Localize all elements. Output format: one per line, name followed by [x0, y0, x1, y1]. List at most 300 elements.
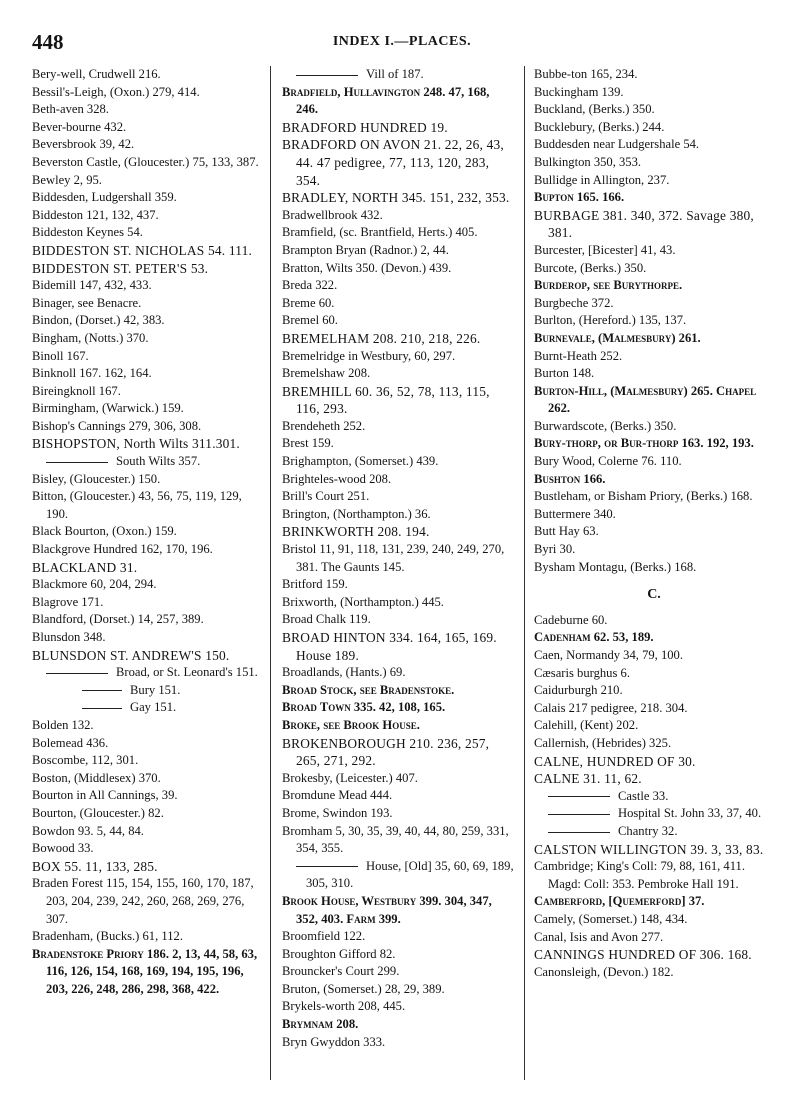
index-entry [282, 682, 514, 700]
index-entry [282, 1034, 514, 1052]
index-entry-text: Bolden 132. [32, 717, 94, 732]
index-entry [282, 858, 514, 893]
index-entry [534, 348, 774, 366]
index-entry-text: BREMELHAM 208. 210, 218, 226. [282, 330, 481, 346]
index-entry [32, 488, 264, 523]
index-entry [534, 805, 774, 823]
index-entry-text: Bishop's Cannings 279, 306, 308. [32, 418, 202, 433]
index-entry-text: BROKENBOROUGH 210. 236, 257, 265, 271, 292. [282, 735, 490, 769]
index-entry [32, 418, 264, 436]
index-entry-text: Beversbrook 39, 42. [32, 137, 135, 152]
index-entry [32, 682, 264, 700]
index-entry-text: Bourton in All Cannings, 39. [32, 788, 178, 803]
ditto-dash [296, 75, 358, 76]
index-entry [282, 523, 514, 541]
index-entry [534, 911, 774, 929]
index-entry-text: Brighteles-wood 208. [282, 471, 392, 486]
index-entry [32, 189, 264, 207]
index-entry-text: Binager, see Benacre. [32, 295, 142, 310]
index-entry-text: Britford 159. [282, 577, 348, 592]
index-entry [32, 260, 264, 278]
index-entry-text: Blackmore 60, 204, 294. [32, 577, 157, 592]
index-entry [32, 365, 264, 383]
running-head: INDEX I.—PLACES. [332, 34, 472, 49]
index-entry-text: Bysham Montagu, (Berks.) 168. [534, 559, 697, 574]
ditto-dash [46, 462, 108, 463]
index-entry [282, 418, 514, 436]
index-entry-text: Brymnam 208. [282, 1017, 359, 1032]
index-column-1 [32, 66, 264, 998]
index-entry [32, 875, 264, 928]
index-entry [534, 154, 774, 172]
index-entry-text: BLUNSDON ST. ANDREW'S 150. [32, 647, 230, 663]
index-entry [32, 224, 264, 242]
index-entry [534, 523, 774, 541]
index-entry [32, 541, 264, 559]
index-entry [282, 735, 514, 770]
index-entry [282, 348, 514, 366]
index-entry [534, 629, 774, 647]
index-entry [282, 541, 514, 576]
index-entry [282, 365, 514, 383]
index-entry [32, 172, 264, 190]
index-entry-text: Burcote, (Berks.) 350. [534, 260, 647, 275]
index-entry-text: Buddesden near Ludgershale 54. [534, 137, 700, 152]
index-entry-text: Burcester, [Bicester] 41, 43. [534, 242, 676, 257]
index-entry-text: BIDDESTON ST. NICHOLAS 54. 111. [32, 242, 253, 258]
index-entry-text: Chantry 32. [618, 823, 678, 838]
index-entry [534, 383, 774, 418]
index-entry-text: Bratton, Wilts 350. (Devon.) 439. [282, 260, 452, 275]
index-entry [282, 435, 514, 453]
index-entry-text: Bupton 165. 166. [534, 190, 625, 205]
index-entry [32, 295, 264, 313]
index-entry [282, 770, 514, 788]
index-entry-text: Broomfield 122. [282, 929, 366, 944]
index-entry [534, 365, 774, 383]
index-entry [282, 471, 514, 489]
column-divider [270, 66, 271, 1080]
index-entry [534, 841, 774, 859]
index-entry [282, 594, 514, 612]
index-entry [282, 488, 514, 506]
index-entry [32, 400, 264, 418]
index-entry-text: Vill of 187. [366, 67, 424, 81]
index-entry-text: Bustleham, or Bisham Priory, (Berks.) 168. [534, 489, 753, 504]
index-entry [32, 576, 264, 594]
index-entry [534, 189, 774, 207]
index-entry-text: Bever-bourne 432. [32, 119, 127, 134]
index-entry-text: Braden Forest 115, 154, 155, 160, 170, 187, 203, 204, 239, 242, 260, 268, 269, 276, 307. [32, 876, 254, 926]
index-entry-text: Cadenham 62. 53, 189. [534, 630, 654, 645]
index-entry-text: Broad Chalk 119. [282, 612, 371, 627]
index-entry [32, 383, 264, 401]
index-entry-text: Castle 33. [618, 788, 669, 803]
index-entry [32, 664, 264, 682]
index-entry-text: Broad Stock, see Bradenstoke. [282, 682, 455, 697]
index-entry-text: Bremelridge in Westbury, 60, 297. [282, 348, 456, 363]
index-entry-text: Calais 217 pedigree, 218. 304. [534, 700, 688, 715]
index-entry [32, 559, 264, 577]
index-entry [534, 453, 774, 471]
index-entry [282, 383, 514, 418]
index-entry [32, 787, 264, 805]
index-entry [534, 612, 774, 630]
index-entry [282, 260, 514, 278]
index-entry-text: Bidemill 147, 432, 433. [32, 278, 152, 293]
index-entry-text: Bryn Gwyddon 333. [282, 1034, 386, 1049]
index-entry-text: Caidurburgh 210. [534, 683, 623, 698]
index-entry-text: BURBAGE 381. 340, 372. Savage 380, 381. [534, 207, 754, 241]
index-entry [32, 946, 264, 999]
index-entry-text: Brouncker's Court 299. [282, 964, 400, 979]
index-entry-text: Brykels-worth 208, 445. [282, 999, 406, 1014]
index-entry [32, 752, 264, 770]
index-entry [534, 330, 774, 348]
index-entry-text: Bubbe-ton 165, 234. [534, 67, 638, 81]
index-entry [32, 805, 264, 823]
index-entry [282, 629, 514, 664]
index-entry-text: Birmingham, (Warwick.) 159. [32, 401, 184, 416]
index-entry [534, 753, 774, 771]
index-entry-text: BIDDESTON ST. PETER'S 53. [32, 260, 209, 276]
index-entry [282, 611, 514, 629]
index-entry [534, 735, 774, 753]
index-entry [282, 664, 514, 682]
index-entry-text: Beverston Castle, (Gloucester.) 75, 133, 387. [32, 154, 259, 169]
index-entry-text: BRADFORD HUNDRED 19. [282, 119, 448, 135]
index-entry-text: Bushton 166. [534, 471, 606, 486]
index-entry [534, 682, 774, 700]
index-entry-text: House, [Old] 35, 60, 69, 189, 305, 310. [306, 858, 514, 891]
index-entry [282, 805, 514, 823]
index-entry [32, 523, 264, 541]
index-column-2 [282, 66, 514, 1051]
index-entry [32, 823, 264, 841]
index-entry [282, 224, 514, 242]
index-entry-text: Bessil's-Leigh, (Oxon.) 279, 414. [32, 84, 200, 99]
index-entry [282, 963, 514, 981]
index-entry-text: Brook House, Westbury 399. 304, 347, 352, 403. Farm 399. [282, 893, 492, 926]
index-entry [534, 858, 774, 893]
index-entry [534, 488, 774, 506]
index-entry [282, 576, 514, 594]
index-entry-text: Broad Town 335. 42, 108, 165. [282, 700, 446, 715]
index-entry-text: Burnevale, (Malmesbury) 261. [534, 330, 701, 345]
index-entry-text: Bolemead 436. [32, 735, 109, 750]
index-entry-text: CALNE 31. 11, 62. [534, 771, 642, 787]
index-entry-text: Bourton, (Gloucester.) 82. [32, 805, 164, 820]
index-entry-text: Burderop, see Burythorpe. [534, 278, 683, 293]
index-entry [534, 260, 774, 278]
index-entry-text: Bremelshaw 208. [282, 366, 371, 381]
index-entry-text: Bitton, (Gloucester.) 43, 56, 75, 119, 129, 190. [32, 489, 242, 521]
index-entry [32, 629, 264, 647]
index-entry-text: Broad, or St. Leonard's 151. [116, 665, 258, 680]
index-entry [534, 541, 774, 559]
index-entry-text: Bucklebury, (Berks.) 244. [534, 119, 665, 134]
index-entry [534, 66, 774, 84]
index-entry-text: Bewley 2, 95. [32, 172, 102, 187]
index-entry-text: Brington, (Northampton.) 36. [282, 506, 431, 521]
index-entry-text: Blunsdon 348. [32, 630, 106, 644]
index-entry [534, 665, 774, 683]
index-entry-text: Blagrove 171. [32, 594, 104, 609]
index-entry [282, 1016, 514, 1034]
index-entry-text: Brest 159. [282, 436, 334, 451]
index-entry-text: BISHOPSTON, North Wilts 311.301. [32, 436, 240, 452]
index-entry [534, 964, 774, 982]
index-entry-text: Burlton, (Hereford.) 135, 137. [534, 313, 687, 328]
index-entry-text: Camely, (Somerset.) 148, 434. [534, 911, 688, 926]
index-entry [32, 840, 264, 858]
index-entry-text: Binoll 167. [32, 348, 89, 363]
index-entry-text: Biddeston 121, 132, 437. [32, 207, 159, 222]
index-entry-text: Boston, (Middlesex) 370. [32, 770, 161, 785]
index-entry [282, 787, 514, 805]
index-entry-text: Biddeston Keynes 54. [32, 225, 143, 240]
index-entry-text: BREMHILL 60. 36, 52, 78, 113, 115, 116, 293. [282, 383, 490, 417]
index-column-3 [534, 66, 774, 981]
index-entry-text: Canonsleigh, (Devon.) 182. [534, 964, 674, 979]
index-entry [534, 207, 774, 242]
index-entry [32, 101, 264, 119]
index-entry-text: Bromdune Mead 444. [282, 788, 393, 803]
column-divider [524, 66, 525, 1080]
index-entry-text: Cambridge; King's Coll: 79, 88, 161, 411. Magd: Coll: 353. Pembroke Hall 191. [534, 859, 745, 891]
index-entry-text: Bristol 11, 91, 118, 131, 239, 240, 249, 270, 381. The Gaunts 145. [282, 542, 505, 574]
index-entry [32, 770, 264, 788]
index-entry-text: South Wilts 357. [116, 454, 201, 469]
index-entry-text: CALSTON WILLINGTON 39. 3, 33, 83. [534, 841, 764, 857]
index-entry [282, 277, 514, 295]
index-entry-text: BRADFORD ON AVON 21. 22, 26, 43, 44. 47 pedigree, 77, 113, 120, 283, 354. [282, 137, 504, 188]
index-entry-text: BLACKLAND 31. [32, 559, 138, 575]
index-entry [32, 647, 264, 665]
index-entry-text: Bireingknoll 167. [32, 383, 121, 398]
index-entry [32, 207, 264, 225]
index-entry-text: BRINKWORTH 208. 194. [282, 524, 430, 540]
index-entry [534, 559, 774, 577]
index-entry-text: Canal, Isis and Avon 277. [534, 929, 664, 944]
index-entry-text: Bindon, (Dorset.) 42, 383. [32, 313, 165, 328]
section-letter-heading: C. [647, 587, 661, 603]
index-entry [32, 453, 264, 471]
index-entry-text: Gay 151. [130, 700, 177, 715]
index-entry-text: Bowdon 93. 5, 44, 84. [32, 823, 144, 838]
index-entry [534, 717, 774, 735]
index-entry-text: Bingham, (Notts.) 370. [32, 330, 149, 345]
index-entry [282, 699, 514, 717]
page-header [32, 30, 772, 52]
index-entry [282, 998, 514, 1016]
index-entry [282, 207, 514, 225]
index-entry-text: Burwardscote, (Berks.) 350. [534, 418, 677, 433]
index-entry [282, 136, 514, 189]
index-entry [32, 858, 264, 876]
index-entry-text: Bromham 5, 30, 35, 39, 40, 44, 80, 259, 331, 354, 355. [282, 823, 509, 856]
index-entry [32, 735, 264, 753]
index-entry-text: Caen, Normandy 34, 79, 100. [534, 648, 684, 662]
index-entry-text: Calehill, (Kent) 202. [534, 718, 639, 733]
index-entry [282, 84, 514, 119]
index-entry-text: Binknoll 167. 162, 164. [32, 366, 152, 381]
index-entry-text: Bradenstoke Priory 186. 2, 13, 44, 58, 63, 116, 126, 154, 168, 169, 194, 195, 196, 203, 226, 248, 286, 298, 368, 422. [32, 946, 258, 996]
index-entry [282, 506, 514, 524]
ditto-dash [296, 866, 358, 867]
index-entry [32, 611, 264, 629]
index-entry [534, 295, 774, 313]
index-entry [282, 66, 514, 84]
page-number: 448 [32, 30, 64, 54]
index-entry-text: Broke, see Brook House. [282, 717, 420, 732]
index-entry [32, 312, 264, 330]
index-entry [534, 172, 774, 190]
index-entry [534, 277, 774, 295]
index-entry [282, 242, 514, 260]
index-entry-text: Cæsaris burghus 6. [534, 665, 630, 680]
index-entry-text: Beth-aven 328. [32, 102, 109, 117]
index-entry-text: Callernish, (Hebrides) 325. [534, 735, 672, 750]
index-entry-text: Bulkington 350, 353. [534, 154, 642, 169]
index-entry-text: CANNINGS HUNDRED OF 306. 168. [534, 947, 752, 963]
index-entry-text: Black Bourton, (Oxon.) 159. [32, 524, 177, 539]
index-entry-text: Bury 151. [130, 682, 181, 697]
index-entry-text: BOX 55. 11, 133, 285. [32, 858, 158, 874]
index-entry [32, 277, 264, 295]
index-entry [32, 471, 264, 489]
index-entry-text: Byri 30. [534, 542, 576, 557]
index-entry [534, 136, 774, 154]
index-entry [32, 119, 264, 137]
index-entry-text: Burnt-Heath 252. [534, 348, 623, 363]
index-entry-text: Brokesby, (Leicester.) 407. [282, 770, 418, 785]
index-entry-text: Buckland, (Berks.) 350. [534, 102, 655, 117]
index-entry [534, 770, 774, 788]
index-entry [534, 435, 774, 453]
index-entry-text: BRADLEY, NORTH 345. 151, 232, 353. [282, 190, 510, 206]
index-entry [534, 788, 774, 806]
index-entry [534, 647, 774, 665]
index-entry-text: CALNE, HUNDRED OF 30. [534, 753, 696, 769]
index-entry-text: Bury Wood, Colerne 76. 110. [534, 454, 682, 469]
index-entry [32, 435, 264, 453]
index-entry [534, 471, 774, 489]
index-entry [32, 84, 264, 102]
index-entry-text: Burgbeche 372. [534, 295, 614, 310]
index-entry-text: Brill's Court 251. [282, 489, 370, 504]
index-entry [534, 242, 774, 260]
index-entry [534, 84, 774, 102]
index-entry-text: Broadlands, (Hants.) 69. [282, 665, 406, 680]
index-entry [282, 893, 514, 928]
index-entry [534, 312, 774, 330]
index-entry [32, 330, 264, 348]
index-entry [282, 330, 514, 348]
index-entry-text: Brome, Swindon 193. [282, 805, 393, 820]
index-entry-text: Camberford, [Quemerford] 37. [534, 894, 705, 909]
index-entry-text: Brighampton, (Somerset.) 439. [282, 454, 439, 469]
index-entry-text: Cadeburne 60. [534, 612, 608, 627]
index-entry-text: Bradenham, (Bucks.) 61, 112. [32, 929, 183, 944]
index-entry [534, 506, 774, 524]
index-entry [282, 189, 514, 207]
index-entry [282, 453, 514, 471]
index-entry [32, 136, 264, 154]
index-entry-text: Broughton Gifford 82. [282, 946, 396, 961]
index-entry-text: Boscombe, 112, 301. [32, 753, 139, 768]
index-entry [282, 981, 514, 999]
index-entry-text: Biddesden, Ludgershall 359. [32, 190, 177, 205]
index-entry-text: Bisley, (Gloucester.) 150. [32, 471, 161, 486]
index-entry-text: Bullidge in Allington, 237. [534, 172, 670, 187]
index-entry [282, 717, 514, 735]
index-entry-text: Brixworth, (Northampton.) 445. [282, 594, 444, 609]
ditto-dash [548, 814, 610, 815]
index-entry-text: Bramfield, (sc. Brantfield, Herts.) 405. [282, 225, 478, 240]
index-entry [534, 929, 774, 947]
index-entry [282, 946, 514, 964]
index-entry-text: Blandford, (Dorset.) 14, 257, 389. [32, 612, 204, 627]
index-entry-text: Brendeheth 252. [282, 418, 366, 433]
index-entry [282, 928, 514, 946]
index-entry-text: Hospital St. John 33, 37, 40. [618, 806, 762, 821]
index-entry [32, 66, 264, 84]
ditto-dash [82, 690, 122, 691]
index-entry-text: Buckingham 139. [534, 84, 624, 99]
index-entry [32, 348, 264, 366]
index-entry-text: Breda 322. [282, 278, 338, 293]
index-entry-text: Bremel 60. [282, 313, 338, 328]
index-entry [534, 823, 774, 841]
index-entry [534, 893, 774, 911]
index-entry-text: Bruton, (Somerset.) 28, 29, 389. [282, 981, 445, 996]
index-entry [32, 699, 264, 717]
index-entry-text: Burton 148. [534, 366, 595, 381]
ditto-dash [548, 832, 610, 833]
index-entry [534, 418, 774, 436]
index-entry-text: Butt Hay 63. [534, 524, 599, 539]
index-entry [534, 101, 774, 119]
index-entry [32, 928, 264, 946]
index-entry [32, 154, 264, 172]
index-entry [534, 946, 774, 964]
index-entry [282, 119, 514, 137]
ditto-dash [46, 673, 108, 674]
index-entry [282, 823, 514, 858]
index-entry [32, 717, 264, 735]
index-entry-text: Breme 60. [282, 295, 335, 310]
index-entry [534, 700, 774, 718]
index-entry-text: Buttermere 340. [534, 506, 616, 521]
index-entry-text: Blackgrove Hundred 162, 170, 196. [32, 542, 213, 557]
index-entry [32, 594, 264, 612]
index-entry-text: Burton-Hill, (Malmesbury) 265. Chapel 262. [534, 383, 757, 416]
index-entry-text: Bery-well, Crudwell 216. [32, 67, 161, 81]
index-entry-text: BROAD HINTON 334. 164, 165, 169. House 189. [282, 630, 497, 663]
index-entry [282, 295, 514, 313]
index-entry [32, 242, 264, 260]
index-entry-text: Bradfield, Hullavington 248. 47, 168, 246. [282, 84, 490, 117]
index-entry-text: Bury-thorp, or Bur-thorp 163. 192, 193. [534, 436, 754, 451]
index-entry [282, 312, 514, 330]
index-entry-text: Bowood 33. [32, 841, 94, 856]
index-entry [534, 119, 774, 137]
index-entry-text: Bradwellbrook 432. [282, 207, 383, 222]
ditto-dash [548, 796, 610, 797]
ditto-dash [82, 708, 122, 709]
index-entry-text: Brampton Bryan (Radnor.) 2, 44. [282, 242, 449, 257]
